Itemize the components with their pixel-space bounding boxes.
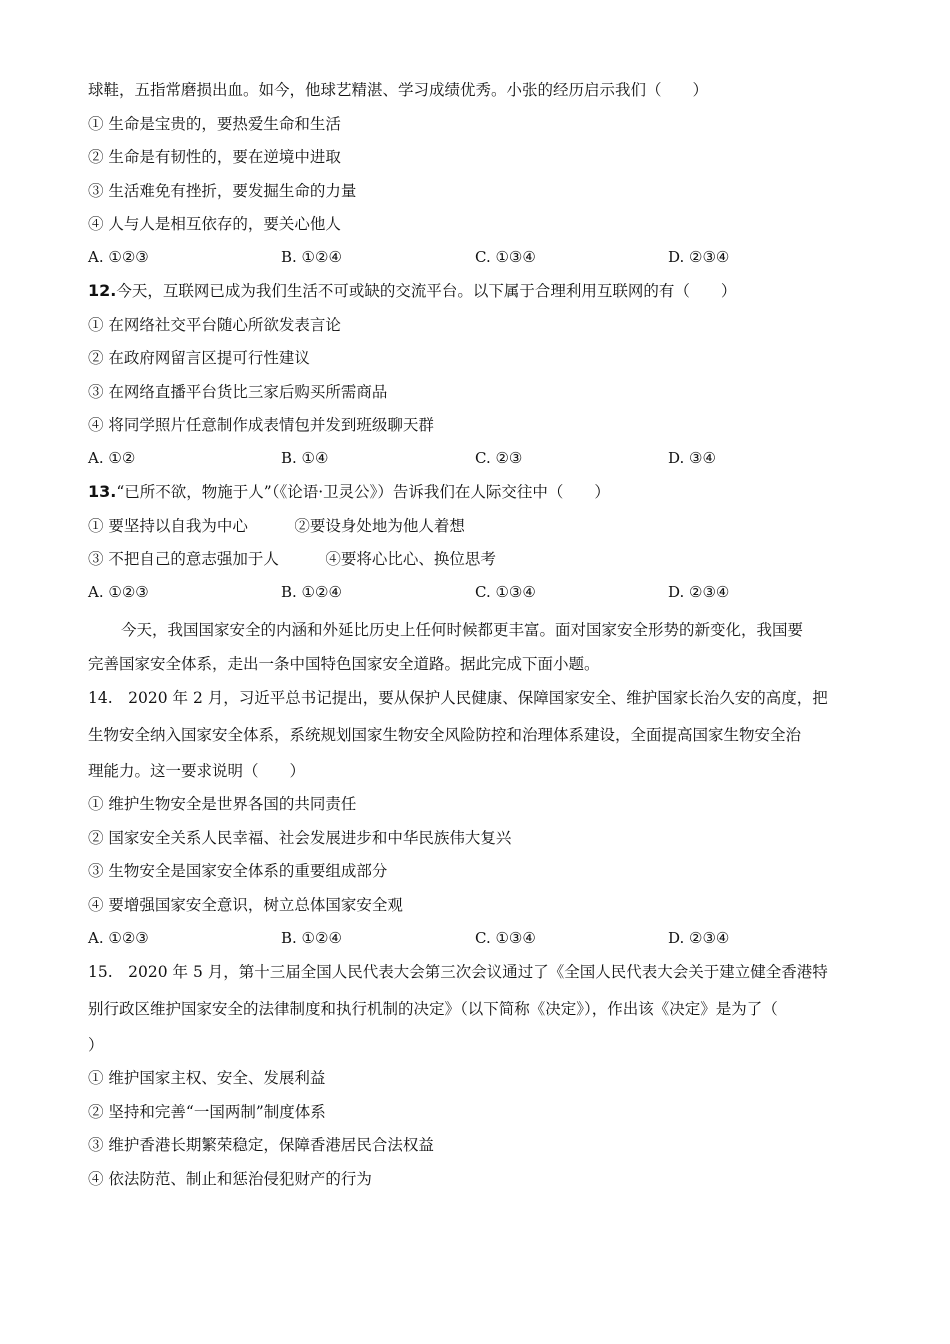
q15-stem-line-1: 15. 2020 年 5 月，第十三届全国人民代表大会第三次会议通过了《全国人民代表大会关于建立健全香港特 [88,963,828,981]
q12-number: 12. [88,281,117,300]
q13-option-d[interactable]: D. ②③④ [668,583,730,601]
q11-option-a[interactable]: A. ①②③ [88,248,149,266]
q11-option-c[interactable]: C. ①③④ [475,248,536,266]
q14-option-d[interactable]: D. ②③④ [668,929,730,947]
q12-option-d[interactable]: D. ③④ [668,449,716,467]
q11-item-4: ④ 人与人是相互依存的，要关心他人 [88,215,341,233]
q13-item-row-1: ① 要坚持以自我为中心 ②要设身处地为他人着想 [88,517,465,535]
material-line-1: 今天，我国国家安全的内涵和外延比历史上任何时候都更丰富。面对国家安全形势的新变化，我国要 [121,621,804,639]
q14-item-2: ② 国家安全关系人民幸福、社会发展进步和中华民族伟大复兴 [88,829,512,847]
q15-item-3: ③ 维护香港长期繁荣稳定，保障香港居民合法权益 [88,1136,434,1154]
q15-item-1: ① 维护国家主权、安全、发展利益 [88,1069,326,1087]
q13-option-b[interactable]: B. ①②④ [281,583,342,601]
q11-options [88,248,868,268]
q12-option-c[interactable]: C. ②③ [475,449,523,467]
q14-stem-line-2: 生物安全纳入国家安全体系，系统规划国家生物安全风险防控和治理体系建设，全面提高国家生物安全治 [88,726,802,744]
q12-item-3: ③ 在网络直播平台货比三家后购买所需商品 [88,383,388,401]
q14-option-a[interactable]: A. ①②③ [88,929,149,947]
q12-stem: 今天，互联网已成为我们生活不可或缺的交流平台。以下属于合理利用互联网的有（ ） [116,282,737,300]
q14-stem-line-3: 理能力。这一要求说明（ ） [88,762,306,780]
q12-option-b[interactable]: B. ①④ [281,449,329,467]
q13-option-c[interactable]: C. ①③④ [475,583,536,601]
q11-item-3: ③ 生活难免有挫折，要发掘生命的力量 [88,182,357,200]
q12-option-a[interactable]: A. ①② [88,449,136,467]
q14-item-3: ③ 生物安全是国家安全体系的重要组成部分 [88,862,388,880]
q12-stem-line [88,281,736,301]
q13-stem-line [88,482,610,502]
q13-options [88,583,868,603]
q14-item-1: ① 维护生物安全是世界各国的共同责任 [88,795,357,813]
q14-item-4: ④ 要增强国家安全意识，树立总体国家安全观 [88,896,403,914]
q12-options [88,449,868,469]
q13-number: 13. [88,482,117,501]
q13-stem: “已所不欲，物施于人”（《论语·卫灵公》）告诉我们在人际交往中（ ） [116,483,610,501]
q13-option-a[interactable]: A. ①②③ [88,583,149,601]
q14-option-c[interactable]: C. ①③④ [475,929,536,947]
q15-item-4: ④ 依法防范、制止和惩治侵犯财产的行为 [88,1170,372,1188]
q14-option-b[interactable]: B. ①②④ [281,929,342,947]
q13-item-row-2: ③ 不把自己的意志强加于人 ④要将心比心、换位思考 [88,550,496,568]
q11-item-1: ① 生命是宝贵的，要热爱生命和生活 [88,115,341,133]
q14-stem-line-1: 14. 2020 年 2 月，习近平总书记提出，要从保护人民健康、保障国家安全、维护国家长治久安的高度，把 [88,689,828,707]
q11-option-b[interactable]: B. ①②④ [281,248,342,266]
q11-item-2: ② 生命是有韧性的，要在逆境中进取 [88,148,341,166]
q12-item-1: ① 在网络社交平台随心所欲发表言论 [88,316,341,334]
q11-stem: 球鞋，五指常磨损出血。如今，他球艺精湛、学习成绩优秀。小张的经历启示我们（ ） [88,81,709,99]
material-line-2: 完善国家安全体系，走出一条中国特色国家安全道路。据此完成下面小题。 [88,655,600,673]
q15-stem-line-3: ） [88,1036,104,1054]
q12-item-4: ④ 将同学照片任意制作成表情包并发到班级聊天群 [88,416,434,434]
q11-option-d[interactable]: D. ②③④ [668,248,730,266]
q15-item-2: ② 坚持和完善“一国两制”制度体系 [88,1103,326,1121]
q14-options [88,929,868,949]
q15-stem-line-2: 别行政区维护国家安全的法律制度和执行机制的决定》（以下简称《决定》），作出该《决定》是为了（ [88,1000,778,1018]
q12-item-2: ② 在政府网留言区提可行性建议 [88,349,310,367]
